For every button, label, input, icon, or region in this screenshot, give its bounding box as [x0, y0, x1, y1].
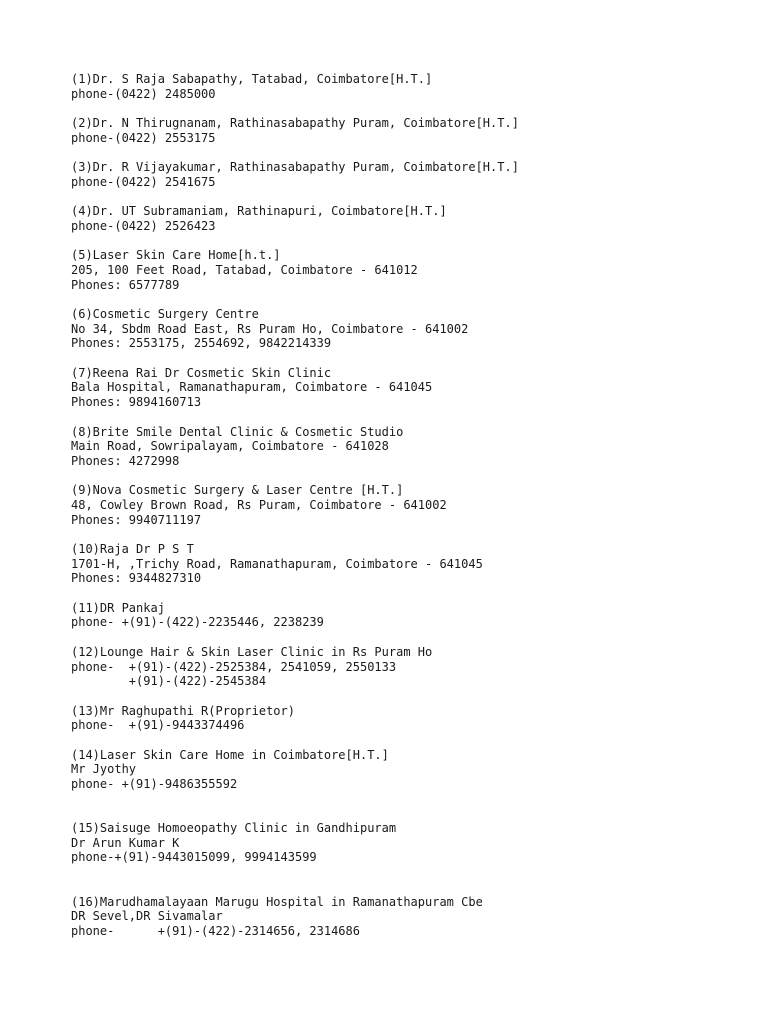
- list-item: [71, 366, 761, 410]
- list-item: [71, 425, 761, 469]
- entry-address: Main Road, Sowripalayam, Coimbatore - 641028: [71, 439, 389, 454]
- entry-contact: DR Sevel,DR Sivamalar: [71, 909, 223, 924]
- entry-phone: Phones: 9894160713: [71, 395, 202, 410]
- entry-address: Bala Hospital, Ramanathapuram, Coimbatore - 641045: [71, 380, 433, 395]
- entry-phone: phone-(0422) 2541675: [71, 174, 216, 189]
- list-item: [71, 204, 761, 233]
- entry-address: 1701-H, ,Trichy Road, Ramanathapuram, Coimbatore - 641045: [71, 556, 483, 571]
- entry-phone: phone- +(91)-9486355592: [71, 777, 238, 791]
- list-item: [71, 160, 761, 189]
- entry-title: (16)Marudhamalayaan Marugu Hospital in Ramanathapuram Cbe: [71, 894, 483, 909]
- entry-contact: Mr Jyothy: [71, 762, 137, 777]
- entry-title: (2)Dr. N Thirugnanam, Rathinasabapathy Puram, Coimbatore[H.T.]: [71, 116, 519, 131]
- entry-title: (8)Brite Smile Dental Clinic & Cosmetic Studio: [71, 424, 404, 439]
- entry-phone: phone-+(91)-9443015099, 9994143599: [71, 850, 317, 865]
- entry-address: 205, 100 Feet Road, Tatabad, Coimbatore - 641012: [71, 262, 418, 277]
- list-item: [71, 601, 761, 630]
- list-item: [71, 72, 761, 101]
- entry-address: 48, Cowley Brown Road, Rs Puram, Coimbatore - 641002: [71, 497, 447, 512]
- entry-phone: Phones: 6577789: [71, 277, 180, 292]
- list-item: [71, 248, 761, 292]
- entry-title: (14)Laser Skin Care Home in Coimbatore[H.T.]: [71, 747, 389, 762]
- list-item: [71, 821, 761, 865]
- entry-phone: phone- +(91)-(422)-2235446, 2238239: [71, 615, 324, 630]
- entry-phone: phone- +(91)-9443374496: [71, 718, 245, 733]
- entry-title: (4)Dr. UT Subramaniam, Rathinapuri, Coimbatore[H.T.]: [71, 204, 447, 219]
- list-item: [71, 307, 761, 351]
- list-item: [71, 645, 761, 689]
- entry-phone: phone-(0422) 2485000: [71, 86, 216, 101]
- entry-phone: Phones: 9344827310: [71, 571, 202, 586]
- entry-title: (15)Saisuge Homoeopathy Clinic in Gandhipuram: [71, 821, 397, 836]
- entry-title: (13)Mr Raghupathi R(Proprietor): [71, 703, 295, 718]
- entry-contact: Dr Arun Kumar K: [71, 835, 180, 850]
- entry-phone: phone- +(91)-(422)-2525384, 2541059, 2550133: [71, 659, 397, 674]
- entry-title: (9)Nova Cosmetic Surgery & Laser Centre [H.T.]: [71, 483, 404, 498]
- entry-phone: Phones: 9940711197: [71, 512, 202, 527]
- entry-title: (12)Lounge Hair & Skin Laser Clinic in Rs Puram Ho: [71, 644, 433, 659]
- entry-title: (7)Reena Rai Dr Cosmetic Skin Clinic: [71, 365, 332, 380]
- list-item: [71, 483, 761, 527]
- entry-phone: phone-(0422) 2526423: [71, 218, 216, 233]
- entry-title: (5)Laser Skin Care Home[h.t.]: [71, 248, 281, 263]
- entry-title: (1)Dr. S Raja Sabapathy, Tatabad, Coimbatore[H.T.]: [71, 72, 433, 86]
- entry-phone-continued: +(91)-(422)-2545384: [71, 674, 267, 689]
- entry-title: (3)Dr. R Vijayakumar, Rathinasabapathy Puram, Coimbatore[H.T.]: [71, 160, 519, 175]
- entry-address: No 34, Sbdm Road East, Rs Puram Ho, Coimbatore - 641002: [71, 321, 469, 336]
- entry-phone: phone- +(91)-(422)-2314656, 2314686: [71, 923, 360, 938]
- entry-title: (6)Cosmetic Surgery Centre: [71, 307, 259, 321]
- list-item: [71, 116, 761, 145]
- entry-phone: Phones: 4272998: [71, 453, 180, 468]
- entry-title: (10)Raja Dr P S T: [71, 542, 194, 556]
- list-item: [71, 704, 761, 733]
- list-item: [71, 542, 761, 586]
- list-item: [71, 895, 761, 939]
- entry-phone: Phones: 2553175, 2554692, 9842214339: [71, 336, 332, 351]
- entry-title: (11)DR Pankaj: [71, 600, 165, 615]
- entry-phone: phone-(0422) 2553175: [71, 130, 216, 145]
- document-page: [71, 72, 761, 953]
- list-item: [71, 748, 761, 792]
